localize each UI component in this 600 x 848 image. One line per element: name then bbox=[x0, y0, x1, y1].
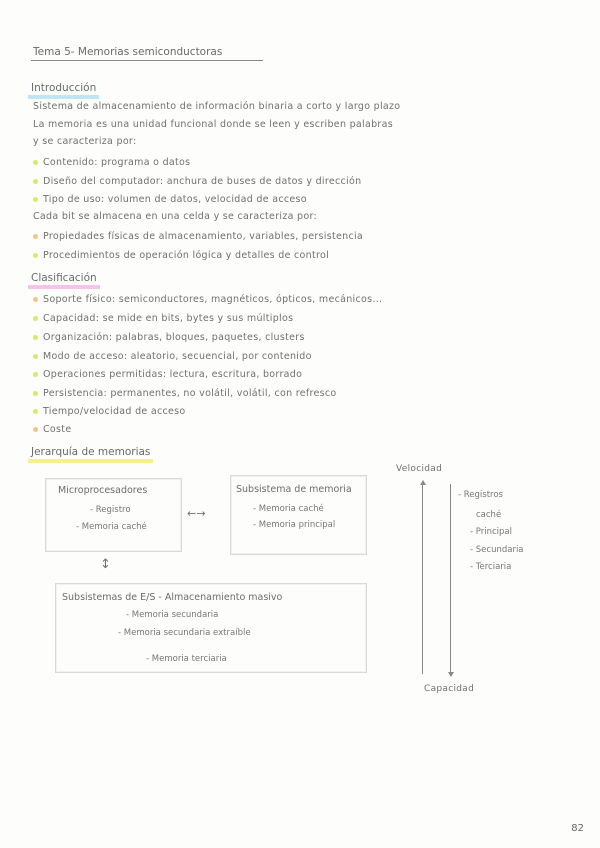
title-underline bbox=[31, 60, 263, 61]
bullet-dot bbox=[33, 234, 38, 239]
bullet-dot bbox=[33, 409, 38, 414]
list-item: Coste bbox=[33, 424, 71, 435]
intro-line: Sistema de almacenamiento de información binaria a corto y largo plazo bbox=[33, 101, 401, 112]
intro-line: La memoria es una unidad funcional donde se leen y escriben palabras bbox=[33, 119, 394, 130]
bidirectional-arrow-h: ←→ bbox=[187, 507, 207, 520]
bullet-dot bbox=[33, 354, 38, 359]
arrow-down-icon bbox=[448, 672, 454, 677]
list-item: Procedimientos de operación lógica y detalles de control bbox=[33, 250, 329, 261]
es-box bbox=[55, 583, 367, 673]
capacidad-axis-line bbox=[450, 484, 451, 674]
list-item: Tiempo/velocidad de acceso bbox=[33, 406, 186, 417]
es-item: - Memoria terciaria bbox=[146, 654, 227, 664]
bullet-dot bbox=[33, 197, 38, 202]
es-item: - Memoria secundaria extraíble bbox=[118, 628, 251, 638]
list-item: Diseño del computador: anchura de buses de datos y dirección bbox=[33, 176, 361, 187]
hierarchy-item: caché bbox=[476, 510, 502, 520]
arrow-up-icon bbox=[420, 480, 426, 485]
list-item: Persistencia: permanentes, no volátil, volátil, con refresco bbox=[33, 388, 337, 399]
page-title: Tema 5- Memorias semiconductoras bbox=[33, 46, 223, 58]
bidirectional-arrow-v: ↕ bbox=[100, 557, 112, 572]
hierarchy-item: - Terciaria bbox=[470, 562, 512, 572]
hierarchy-item: - Registros bbox=[458, 490, 503, 500]
es-item: - Memoria secundaria bbox=[126, 610, 219, 620]
bullet-dot bbox=[33, 372, 38, 377]
capacidad-label: Capacidad bbox=[424, 684, 475, 694]
bullet-dot bbox=[33, 391, 38, 396]
hierarchy-item: - Secundaria bbox=[470, 545, 524, 555]
microprocesadores-box bbox=[45, 478, 182, 552]
list-item: Organización: palabras, bloques, paquetes, clusters bbox=[33, 332, 305, 343]
velocidad-axis-line bbox=[422, 484, 423, 674]
section-jerarquia: Jerarquía de memorias bbox=[28, 446, 153, 463]
section-introduccion: Introducción bbox=[28, 82, 99, 99]
bullet-dot bbox=[33, 335, 38, 340]
sub-item: - Memoria principal bbox=[253, 520, 336, 530]
bullet-dot bbox=[33, 160, 38, 165]
bullet-dot bbox=[33, 179, 38, 184]
list-item: Operaciones permitidas: lectura, escritura, borrado bbox=[33, 369, 302, 380]
micro-item: - Memoria caché bbox=[76, 522, 147, 532]
page-number: 82 bbox=[571, 823, 584, 834]
list-item: Tipo de uso: volumen de datos, velocidad de acceso bbox=[33, 194, 307, 205]
list-item: Soporte físico: semiconductores, magnéticos, ópticos, mecánicos... bbox=[33, 294, 382, 305]
section-clasificacion: Clasificación bbox=[28, 272, 100, 289]
bullet-dot bbox=[33, 427, 38, 432]
list-item: Capacidad: se mide en bits, bytes y sus múltiplos bbox=[33, 313, 293, 324]
bullet-dot bbox=[33, 253, 38, 258]
subsistema-memoria-box bbox=[230, 475, 367, 555]
microprocesadores-title: Microprocesadores bbox=[58, 485, 148, 496]
intro-line: y se caracteriza por: bbox=[33, 136, 137, 147]
list-item: Modo de acceso: aleatorio, secuencial, por contenido bbox=[33, 351, 312, 362]
list-item: Propiedades físicas de almacenamiento, variables, persistencia bbox=[33, 231, 363, 242]
bit-text: Cada bit se almacena en una celda y se caracteriza por: bbox=[33, 211, 318, 222]
hierarchy-item: - Principal bbox=[470, 527, 512, 537]
bullet-dot bbox=[33, 297, 38, 302]
list-item: Contenido: programa o datos bbox=[33, 157, 190, 168]
subsistema-memoria-title: Subsistema de memoria bbox=[236, 484, 352, 495]
sub-item: - Memoria caché bbox=[253, 504, 324, 514]
bullet-dot bbox=[33, 316, 38, 321]
es-title: Subsistemas de E/S - Almacenamiento masivo bbox=[62, 592, 283, 603]
micro-item: - Registro bbox=[90, 505, 131, 515]
velocidad-label: Velocidad bbox=[396, 464, 443, 474]
